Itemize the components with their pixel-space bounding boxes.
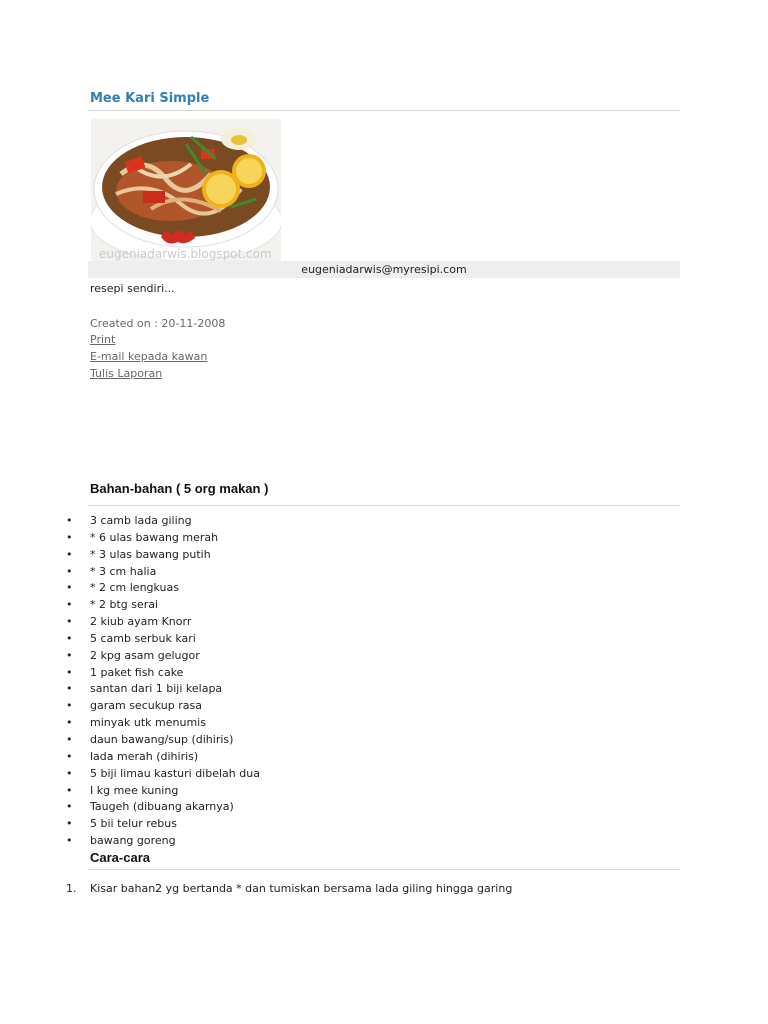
method-steps bbox=[66, 881, 706, 897]
ingredients-divider bbox=[88, 505, 680, 506]
ingredient-text: 5 bii telur rebus bbox=[90, 817, 177, 831]
ingredient-item bbox=[66, 749, 666, 766]
bullet-icon: • bbox=[66, 631, 73, 645]
bullet-icon: • bbox=[66, 514, 73, 527]
method-divider bbox=[88, 869, 680, 870]
bullet-icon: • bbox=[66, 581, 73, 595]
ingredient-item bbox=[66, 631, 666, 648]
method-step bbox=[66, 881, 706, 897]
bullet-icon: • bbox=[66, 682, 73, 696]
ingredient-item bbox=[66, 547, 666, 564]
method-heading: Cara-cara bbox=[90, 850, 150, 865]
ingredient-item bbox=[66, 648, 666, 665]
ingredient-item bbox=[66, 715, 666, 732]
title-divider bbox=[88, 110, 680, 111]
ingredient-text: 1 paket fish cake bbox=[90, 665, 184, 679]
ingredient-item bbox=[66, 513, 666, 530]
ingredient-text: * 2 btg serai bbox=[90, 598, 159, 612]
report-link[interactable]: Tulis Laporan bbox=[90, 367, 163, 380]
bullet-icon: • bbox=[66, 732, 73, 746]
bullet-icon: • bbox=[66, 665, 73, 679]
ingredient-text: 5 camb serbuk kari bbox=[90, 631, 196, 645]
ingredient-text: 2 kiub ayam Knorr bbox=[90, 615, 192, 629]
ingredient-text: Taugeh (dibuang akarnya) bbox=[90, 800, 234, 814]
ingredient-item bbox=[66, 698, 666, 715]
ingredient-item bbox=[66, 530, 666, 547]
print-link[interactable]: Print bbox=[90, 333, 116, 346]
bullet-icon: • bbox=[66, 615, 73, 629]
recipe-title[interactable]: Mee Kari Simple bbox=[90, 91, 210, 106]
bullet-icon: • bbox=[66, 783, 73, 797]
ingredient-text: 2 kpg asam gelugor bbox=[90, 648, 200, 662]
bullet-icon: • bbox=[66, 648, 73, 662]
ingredient-item bbox=[66, 580, 666, 597]
bullet-icon: • bbox=[66, 766, 73, 780]
ingredient-text: santan dari 1 biji kelapa bbox=[90, 682, 223, 696]
ingredient-item bbox=[66, 816, 666, 833]
ingredient-text: 5 biji limau kasturi dibelah dua bbox=[90, 766, 260, 780]
created-date: Created on : 20-11-2008 bbox=[90, 317, 226, 330]
bullet-icon: • bbox=[66, 817, 73, 831]
ingredient-item bbox=[66, 597, 666, 614]
ingredient-text: 3 camb lada giling bbox=[90, 514, 192, 527]
ingredient-item bbox=[66, 614, 666, 631]
ingredient-text: * 3 cm halia bbox=[90, 564, 157, 578]
ingredient-text: * 3 ulas bawang putih bbox=[90, 547, 211, 561]
ingredient-item bbox=[66, 732, 666, 749]
ingredient-item bbox=[66, 564, 666, 581]
ingredient-text: garam secukup rasa bbox=[90, 699, 202, 713]
recipe-intro: resepi sendiri... bbox=[90, 282, 175, 295]
ingredient-text: lada merah (dihiris) bbox=[90, 749, 199, 763]
ingredient-text: I kg mee kuning bbox=[90, 783, 179, 797]
recipe-photo bbox=[91, 119, 281, 261]
ingredient-item bbox=[66, 799, 666, 816]
ingredients-list bbox=[66, 513, 666, 850]
photo-credit-bar bbox=[88, 261, 680, 278]
ingredient-item bbox=[66, 766, 666, 783]
ingredient-item bbox=[66, 783, 666, 800]
step-text: Kisar bahan2 yg bertanda * dan tumiskan bersama lada giling hingga garing bbox=[90, 882, 513, 895]
ingredient-text: * 6 ulas bawang merah bbox=[90, 530, 219, 544]
bullet-icon: • bbox=[66, 530, 73, 544]
ingredient-text: minyak utk menumis bbox=[90, 716, 206, 730]
photo-watermark: eugeniadarwis.blogspot.com bbox=[99, 247, 272, 261]
bullet-icon: • bbox=[66, 716, 73, 730]
bullet-icon: • bbox=[66, 547, 73, 561]
ingredient-text: bawang goreng bbox=[90, 834, 176, 848]
ingredient-item bbox=[66, 665, 666, 682]
bullet-icon: • bbox=[66, 564, 73, 578]
ingredients-heading: Bahan-bahan ( 5 org makan ) bbox=[90, 481, 269, 496]
ingredient-text: * 2 cm lengkuas bbox=[90, 581, 180, 595]
email-friend-link[interactable]: E-mail kepada kawan bbox=[90, 350, 208, 363]
bullet-icon: • bbox=[66, 834, 73, 848]
ingredient-item bbox=[66, 833, 666, 850]
bullet-icon: • bbox=[66, 800, 73, 814]
step-number: 1. bbox=[66, 882, 77, 895]
ingredient-item bbox=[66, 681, 666, 698]
bullet-icon: • bbox=[66, 699, 73, 713]
bullet-icon: • bbox=[66, 749, 73, 763]
bullet-icon: • bbox=[66, 598, 73, 612]
photo-credit: eugeniadarwis@myresipi.com bbox=[301, 263, 467, 276]
ingredient-text: daun bawang/sup (dihiris) bbox=[90, 732, 234, 746]
